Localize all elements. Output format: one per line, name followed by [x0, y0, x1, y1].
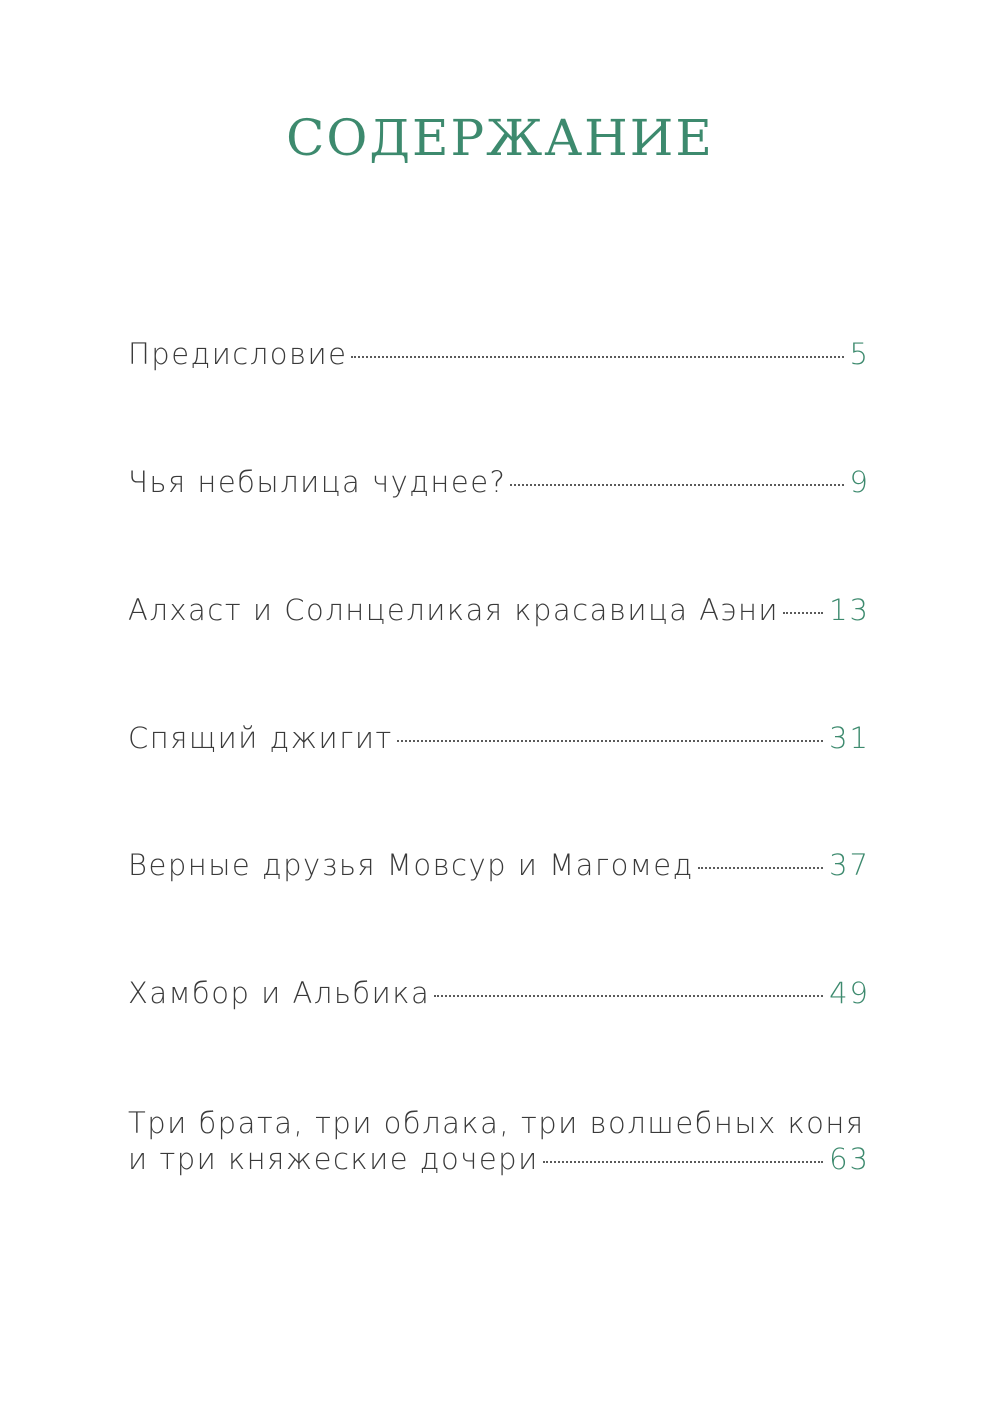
- toc-entry-page-number: 49: [829, 976, 870, 1010]
- toc-entry-title: Предисловие: [128, 337, 348, 371]
- dot-leader: [783, 612, 823, 614]
- toc-entry-page-number: 13: [829, 593, 870, 627]
- toc-entry-whose-tale[interactable]: [128, 464, 870, 500]
- dot-leader: [698, 867, 823, 869]
- dot-leader: [397, 740, 823, 742]
- toc-entry-khambor[interactable]: [128, 975, 870, 1011]
- toc-entry-three-brothers[interactable]: [128, 1105, 870, 1177]
- toc-entry-title: Алхаст и Солнцеликая красавица Аэни: [128, 593, 780, 627]
- toc-entry-page-number: 31: [829, 721, 870, 755]
- toc-entry-page-number: 9: [849, 465, 870, 499]
- toc-entry-title: Верные друзья Мовсур и Магомед: [128, 848, 694, 882]
- dot-leader: [351, 356, 843, 358]
- toc-entry-faithful-friends[interactable]: [128, 847, 870, 883]
- toc-entry-page-number: 5: [849, 337, 870, 371]
- toc-entry-preface[interactable]: [128, 336, 870, 372]
- page-title: СОДЕРЖАНИЕ: [286, 109, 714, 167]
- toc-entry-title: Спящий джигит: [128, 721, 393, 755]
- toc-entry-title: Чья небылица чуднее?: [128, 465, 507, 499]
- toc-entry-title-line2: и три княжеские дочери: [128, 1142, 539, 1176]
- toc-entry-alkhast[interactable]: [128, 592, 870, 628]
- dot-leader: [434, 995, 823, 997]
- toc-entry-title: Хамбор и Альбика: [128, 976, 431, 1010]
- dot-leader: [543, 1161, 823, 1163]
- toc-entry-sleeping-dzhigit[interactable]: [128, 720, 870, 756]
- toc-entry-page-number: 63: [829, 1142, 870, 1176]
- toc-entry-page-number: 37: [829, 848, 870, 882]
- dot-leader: [510, 484, 843, 486]
- toc-entry-title-line1: Три брата, три облака, три волшебных коня: [128, 1106, 865, 1140]
